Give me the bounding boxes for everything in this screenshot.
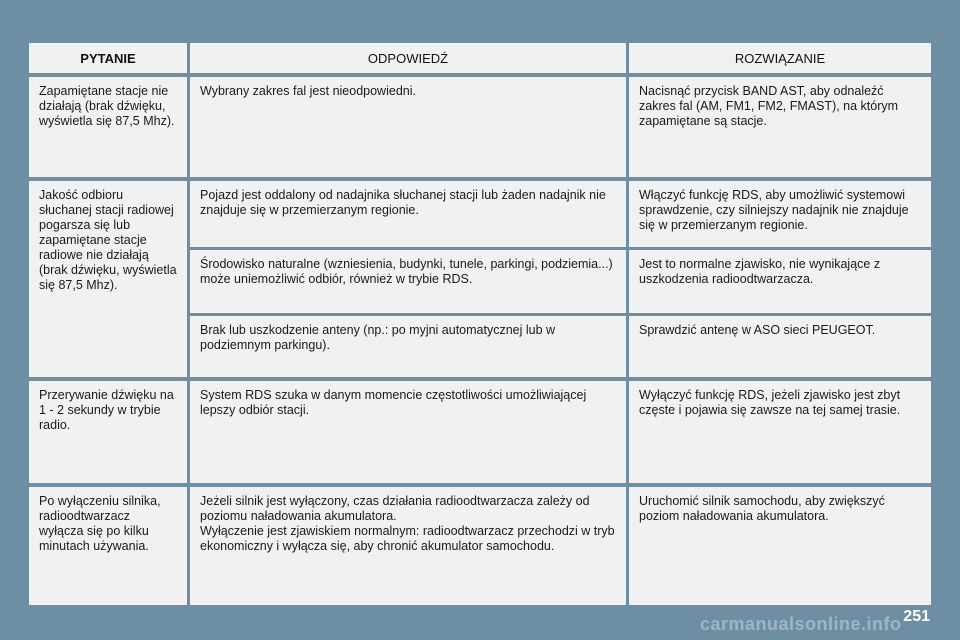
header-answer: ODPOWIEDŹ bbox=[190, 43, 626, 73]
row2-solution-1: Włączyć funkcję RDS, aby umożliwić systemowi sprawdzenie, czy silniejszy nadajnik nie znajduje się w przemierzanym regionie. bbox=[629, 181, 931, 247]
row2-answer-3: Brak lub uszkodzenie anteny (np.: po myjni automatycznej lub w podziemnym parkingu). bbox=[190, 316, 626, 377]
row3-solution: Wyłączyć funkcję RDS, jeżeli zjawisko jest zbyt częste i pojawia się zawsze na tej samej trasie. bbox=[629, 381, 931, 483]
row4-solution: Uruchomić silnik samochodu, aby zwiększyć poziom naładowania akumulatora. bbox=[629, 487, 931, 605]
header-solution: ROZWIĄZANIE bbox=[629, 43, 931, 73]
watermark: carmanualsonline.info bbox=[700, 614, 902, 634]
row2-solution-2: Jest to normalne zjawisko, nie wynikające z uszkodzenia radioodtwarzacza. bbox=[629, 250, 931, 313]
page-number: 251 bbox=[903, 608, 930, 625]
row2-question: Jakość odbioru słuchanej stacji radiowej pogarsza się lub zapamiętane stacje radiowe nie działają (brak dźwięku, wyświetla się 87,5 Mhz). bbox=[29, 181, 187, 377]
row4-question: Po wyłączeniu silnika, radioodtwarzacz wyłącza się po kilku minutach używania. bbox=[29, 487, 187, 605]
row2-solution-3: Sprawdzić antenę w ASO sieci PEUGEOT. bbox=[629, 316, 931, 377]
row3-question: Przerywanie dźwięku na 1 - 2 sekundy w trybie radio. bbox=[29, 381, 187, 483]
row4-answer: Jeżeli silnik jest wyłączony, czas działania radioodtwarzacza zależy od poziomu naładowania akumulatora. Wyłączenie jest zjawiskiem normalnym: radioodtwarzacz przechodzi w tryb ekonomiczny i wyłącza się, aby chronić akumulator samochodu. bbox=[190, 487, 626, 605]
row1-answer: Wybrany zakres fal jest nieodpowiedni. bbox=[190, 77, 626, 177]
row2-answer-1: Pojazd jest oddalony od nadajnika słuchanej stacji lub żaden nadajnik nie znajduje się w przemierzanym regionie. bbox=[190, 181, 626, 247]
row1-question: Zapamiętane stacje nie działają (brak dźwięku, wyświetla się 87,5 Mhz). bbox=[29, 77, 187, 177]
row3-answer: System RDS szuka w danym momencie częstotliwości umożliwiającej lepszy odbiór stacji. bbox=[190, 381, 626, 483]
header-question: PYTANIE bbox=[29, 43, 187, 73]
row1-solution: Nacisnąć przycisk BAND AST, aby odnaleźć zakres fal (AM, FM1, FM2, FMAST), na którym zapamiętane są stacje. bbox=[629, 77, 931, 177]
row2-answer-2: Środowisko naturalne (wzniesienia, budynki, tunele, parkingi, podziemia...) może uniemożliwić odbiór, również w trybie RDS. bbox=[190, 250, 626, 313]
